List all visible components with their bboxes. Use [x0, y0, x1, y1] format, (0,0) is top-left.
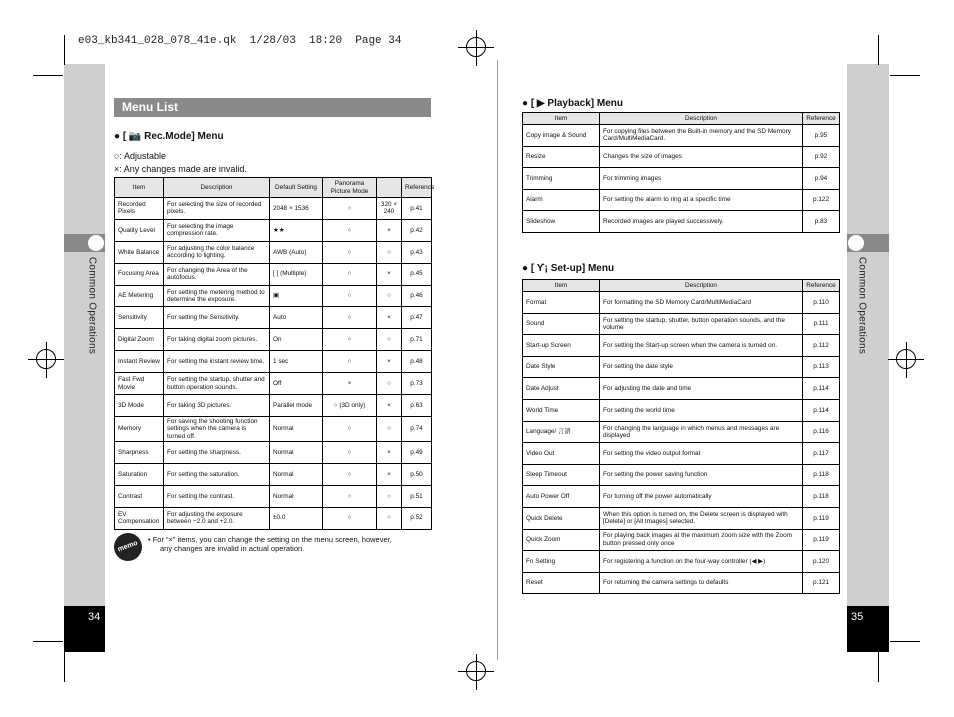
- rec-cell: ×: [377, 219, 402, 241]
- crop-mark: [33, 75, 63, 76]
- rec-row: [115, 441, 432, 463]
- play-cell: For setting the alarm to ring at a specific time: [600, 189, 803, 211]
- setup-row: [523, 464, 840, 486]
- setup-cell: p.113: [803, 356, 840, 378]
- rec-cell: p.49: [402, 441, 432, 463]
- rec-cell: p.45: [402, 263, 432, 285]
- setup-cell: For playing back images at the maximum zoom size with the Zoom button pressed only once: [600, 529, 803, 551]
- setup-cell: For setting the startup, shutter, button operation sounds, and the volume: [600, 313, 803, 335]
- rec-cell: ○: [323, 351, 377, 373]
- rec-cell: ×: [377, 307, 402, 329]
- rec-cell: ±0.0: [270, 507, 323, 529]
- setup-cell: For setting the power saving function: [600, 464, 803, 486]
- rec-cell: EV Compensation: [115, 507, 164, 529]
- rec-cell: p.41: [402, 198, 432, 220]
- right-side-strip-lower: [847, 252, 889, 606]
- setup-cell: For adjusting the date and time: [600, 378, 803, 400]
- left-side-strip: [64, 64, 105, 234]
- setup-row: [523, 356, 840, 378]
- rec-cell: Digital Zoom: [115, 329, 164, 351]
- rec-cell: For setting the instant review time.: [164, 351, 270, 373]
- rec-cell: ○ (3D only): [323, 395, 377, 417]
- left-page-box: [64, 606, 105, 652]
- rec-cell: p.71: [402, 329, 432, 351]
- play-cell: p.95: [803, 125, 840, 147]
- rec-cell: p.48: [402, 351, 432, 373]
- setup-cell: p.110: [803, 292, 840, 314]
- setup-cell: p.114: [803, 399, 840, 421]
- setup-cell: Date Adjust: [523, 378, 600, 400]
- registration-line: [46, 342, 47, 378]
- rec-cell: For taking digital zoom pictures.: [164, 329, 270, 351]
- rec-row: [115, 219, 432, 241]
- setup-cell: When this option is turned on, the Delete screen is displayed with [Delete] or [All Images] selected.: [600, 507, 803, 529]
- setup-cell: p.121: [803, 572, 840, 594]
- rec-cell: ×: [377, 441, 402, 463]
- setup-cell: Start-up Screen: [523, 335, 600, 357]
- rec-row: [115, 485, 432, 507]
- setup-cell: For setting the world time: [600, 399, 803, 421]
- rec-cell: For setting the sharpness.: [164, 441, 270, 463]
- rec-cell: p.43: [402, 241, 432, 263]
- rec-header-cell: Description: [164, 178, 270, 198]
- right-side-label: Common Operations: [856, 256, 868, 355]
- rec-row: [115, 329, 432, 351]
- setup-cell: For registering a function on the four-way controller (◀ ▶): [600, 551, 803, 573]
- play-row: [523, 189, 840, 211]
- setup-cell: For setting the date style: [600, 356, 803, 378]
- rec-cell: For saving the shooting function settings when the camera is turned off.: [164, 416, 270, 441]
- rec-cell: For setting the Sensitivity.: [164, 307, 270, 329]
- rec-cell: Normal: [270, 441, 323, 463]
- registration-line: [476, 654, 477, 690]
- rec-cell: Focusing Area: [115, 263, 164, 285]
- setup-cell: p.119: [803, 529, 840, 551]
- right-page-box: [847, 606, 889, 652]
- play-row: [523, 125, 840, 147]
- rec-cell: Off: [270, 373, 323, 395]
- setup-row: [523, 529, 840, 551]
- rec-cell: ○: [323, 463, 377, 485]
- rec-cell: ○: [323, 416, 377, 441]
- rec-cell: Saturation: [115, 463, 164, 485]
- rec-row: [115, 395, 432, 417]
- setup-cell: Sleep Timeout: [523, 464, 600, 486]
- rec-cell: For selecting the size of recorded pixels.: [164, 198, 270, 220]
- center-gutter: [497, 60, 498, 660]
- rec-cell: ○: [323, 285, 377, 307]
- legend-invalid: ×: Any changes made are invalid.: [114, 164, 247, 174]
- rec-cell: AE Metering: [115, 285, 164, 307]
- setup-table: [522, 279, 840, 594]
- rec-cell: p.51: [402, 485, 432, 507]
- rec-cell: Memory: [115, 416, 164, 441]
- rec-cell: Recorded Pixels: [115, 198, 164, 220]
- setup-cell: p.120: [803, 551, 840, 573]
- rec-row: [115, 285, 432, 307]
- setup-cell: Date Style: [523, 356, 600, 378]
- left-side-strip-lower: [64, 252, 105, 606]
- setup-cell: p.117: [803, 443, 840, 465]
- rec-cell: Parallel mode: [270, 395, 323, 417]
- setup-cell: For turning off the power automatically: [600, 486, 803, 508]
- menu-list-title: Menu List: [114, 98, 431, 117]
- playback-heading: ● [ ▶ Playback] Menu: [522, 98, 623, 109]
- setup-row: [523, 507, 840, 529]
- rec-header-cell: Default Setting: [270, 178, 323, 198]
- rec-cell: 1 sec: [270, 351, 323, 373]
- right-page-number: 35: [851, 611, 864, 623]
- setup-row: [523, 551, 840, 573]
- registration-line: [476, 30, 477, 66]
- rec-cell: Normal: [270, 463, 323, 485]
- rec-cell: ○: [323, 507, 377, 529]
- rec-cell: White Balance: [115, 241, 164, 263]
- play-cell: For copying files between the Built-in memory and the SD Memory Card/MultiMediaCard.: [600, 125, 803, 147]
- rec-cell: 2048 × 1536: [270, 198, 323, 220]
- setup-cell: For setting the video output format: [600, 443, 803, 465]
- rec-cell: Normal: [270, 416, 323, 441]
- rec-header-cell: Panorama Picture Mode: [323, 178, 377, 198]
- rec-cell: ★★: [270, 219, 323, 241]
- rec-cell: Quality Level: [115, 219, 164, 241]
- rec-cell: For adjusting the color balance according to lighting.: [164, 241, 270, 263]
- setup-cell: p.118: [803, 486, 840, 508]
- crop-mark: [64, 35, 65, 65]
- rec-cell: Sharpness: [115, 441, 164, 463]
- play-cell: Recorded images are played successively.: [600, 211, 803, 233]
- memo-text-line1: • For “×” items, you can change the setting on the menu screen, however,: [148, 535, 392, 544]
- setup-cell: Auto Power Off: [523, 486, 600, 508]
- rec-cell: [ ] (Multiple): [270, 263, 323, 285]
- crop-mark: [890, 75, 920, 76]
- setup-row: [523, 313, 840, 335]
- play-cell: p.122: [803, 189, 840, 211]
- setup-row: [523, 486, 840, 508]
- rec-row: [115, 373, 432, 395]
- rec-cell: ○: [377, 241, 402, 263]
- rec-row: [115, 241, 432, 263]
- rec-cell: Fast Fwd Movie: [115, 373, 164, 395]
- rec-cell: For adjusting the exposure between −2.0 and +2.0.: [164, 507, 270, 529]
- setup-cell: Format: [523, 292, 600, 314]
- rec-cell: 320 × 240: [377, 198, 402, 220]
- crop-mark: [64, 652, 65, 682]
- play-row: [523, 211, 840, 233]
- setup-cell: p.112: [803, 335, 840, 357]
- rec-cell: ○: [323, 329, 377, 351]
- setup-cell: p.116: [803, 421, 840, 443]
- setup-cell: p.118: [803, 464, 840, 486]
- rec-row: [115, 416, 432, 441]
- setup-row: [523, 399, 840, 421]
- rec-cell: Auto: [270, 307, 323, 329]
- rec-cell: p.50: [402, 463, 432, 485]
- rec-mode-heading: ● [ 📷 Rec.Mode] Menu: [114, 131, 224, 142]
- play-cell: Resize: [523, 146, 600, 168]
- rec-cell: ○: [323, 263, 377, 285]
- play-cell: Alarm: [523, 189, 600, 211]
- setup-cell: Quick Zoom: [523, 529, 600, 551]
- legend-adjustable: ○: Adjustable: [114, 151, 166, 161]
- rec-cell: ×: [377, 351, 402, 373]
- rec-cell: ×: [323, 373, 377, 395]
- rec-cell: p.74: [402, 416, 432, 441]
- rec-cell: ×: [377, 395, 402, 417]
- setup-row: [523, 443, 840, 465]
- setup-cell: Fn Setting: [523, 551, 600, 573]
- playback-table: [522, 112, 840, 233]
- rec-cell: p.42: [402, 219, 432, 241]
- setup-row: [523, 292, 840, 314]
- rec-cell: ○: [323, 441, 377, 463]
- rec-cell: p.46: [402, 285, 432, 307]
- rec-cell: Normal: [270, 485, 323, 507]
- play-cell: Changes the size of images: [600, 146, 803, 168]
- play-cell: Slideshow: [523, 211, 600, 233]
- rec-cell: ○: [323, 485, 377, 507]
- rec-cell: ○: [377, 507, 402, 529]
- memo-icon: memo: [110, 529, 146, 565]
- rec-row: [115, 198, 432, 220]
- left-page-number: 34: [88, 611, 101, 623]
- crop-mark: [878, 35, 879, 65]
- rec-cell: ▣: [270, 285, 323, 307]
- rec-cell: For setting the metering method to determine the exposure.: [164, 285, 270, 307]
- setup-cell: p.119: [803, 507, 840, 529]
- left-tab: [64, 234, 105, 252]
- rec-cell: ○: [377, 485, 402, 507]
- rec-row: [115, 507, 432, 529]
- play-cell: Trimming: [523, 168, 600, 190]
- setup-cell: World Time: [523, 399, 600, 421]
- setup-cell: For returning the camera settings to defaults: [600, 572, 803, 594]
- rec-row: [115, 351, 432, 373]
- registration-line: [906, 342, 907, 378]
- setup-cell: For formatting the SD Memory Card/MultiMediaCard: [600, 292, 803, 314]
- rec-cell: AWB (Auto): [270, 241, 323, 263]
- rec-cell: ○: [323, 219, 377, 241]
- rec-cell: ○: [377, 373, 402, 395]
- left-side-label: Common Operations: [86, 256, 98, 355]
- right-tab: [847, 234, 889, 252]
- rec-cell: p.52: [402, 507, 432, 529]
- rec-row: [115, 463, 432, 485]
- setup-cell: p.111: [803, 313, 840, 335]
- setup-cell: Language/ 言語: [523, 421, 600, 443]
- setup-header-cell: Item: [523, 280, 600, 292]
- rec-cell: For changing the Area of the autofocus.: [164, 263, 270, 285]
- rec-cell: p.63: [402, 395, 432, 417]
- rec-cell: ○: [323, 307, 377, 329]
- play-cell: p.92: [803, 146, 840, 168]
- crop-mark: [33, 641, 63, 642]
- rec-header-cell: Item: [115, 178, 164, 198]
- rec-cell: ×: [377, 263, 402, 285]
- rec-cell: ○: [377, 285, 402, 307]
- play-cell: For trimming images: [600, 168, 803, 190]
- rec-cell: p.47: [402, 307, 432, 329]
- rec-cell: ○: [377, 329, 402, 351]
- setup-row: [523, 572, 840, 594]
- rec-cell: ○: [323, 198, 377, 220]
- rec-cell: For setting the saturation.: [164, 463, 270, 485]
- play-header-cell: Description: [600, 113, 803, 125]
- rec-cell: For setting the contrast.: [164, 485, 270, 507]
- setup-cell: For changing the language in which menus and messages are displayed: [600, 421, 803, 443]
- rec-cell: ×: [377, 463, 402, 485]
- rec-cell: 3D Mode: [115, 395, 164, 417]
- setup-header-cell: Reference: [803, 280, 840, 292]
- rec-cell: ○: [323, 241, 377, 263]
- rec-cell: Contrast: [115, 485, 164, 507]
- rec-cell: Instant Review: [115, 351, 164, 373]
- play-cell: p.83: [803, 211, 840, 233]
- crop-mark: [890, 641, 920, 642]
- rec-cell: On: [270, 329, 323, 351]
- setup-row: [523, 335, 840, 357]
- setup-cell: p.114: [803, 378, 840, 400]
- memo-text-line2: any changes are invalid in actual operation.: [160, 544, 305, 553]
- file-header: e03_kb341_028_078_41e.qk 1/28/03 18:20 Page 34: [78, 35, 402, 47]
- play-header-cell: Reference: [803, 113, 840, 125]
- play-cell: Copy image & Sound: [523, 125, 600, 147]
- setup-cell: Video Out: [523, 443, 600, 465]
- right-side-strip: [847, 64, 889, 234]
- setup-row: [523, 378, 840, 400]
- crop-mark: [878, 652, 879, 682]
- setup-heading: ● [ ϒ¡ Set-up] Menu: [522, 263, 615, 274]
- rec-header-cell: [377, 178, 402, 198]
- play-header-cell: Item: [523, 113, 600, 125]
- setup-row: [523, 421, 840, 443]
- rec-cell: p.73: [402, 373, 432, 395]
- rec-row: [115, 263, 432, 285]
- rec-cell: For setting the startup, shutter and button operation sounds.: [164, 373, 270, 395]
- setup-cell: Reset: [523, 572, 600, 594]
- setup-cell: Sound: [523, 313, 600, 335]
- rec-cell: For taking 3D pictures.: [164, 395, 270, 417]
- rec-mode-table: [114, 177, 435, 530]
- play-row: [523, 146, 840, 168]
- setup-cell: For setting the Start-up screen when the camera is turned on.: [600, 335, 803, 357]
- rec-cell: ○: [377, 416, 402, 441]
- rec-row: [115, 307, 432, 329]
- play-row: [523, 168, 840, 190]
- rec-cell: Sensitivity: [115, 307, 164, 329]
- setup-header-cell: Description: [600, 280, 803, 292]
- rec-header-cell: Reference: [402, 178, 432, 198]
- play-cell: p.94: [803, 168, 840, 190]
- setup-cell: Quick Delete: [523, 507, 600, 529]
- rec-cell: For selecting the image compression rate.: [164, 219, 270, 241]
